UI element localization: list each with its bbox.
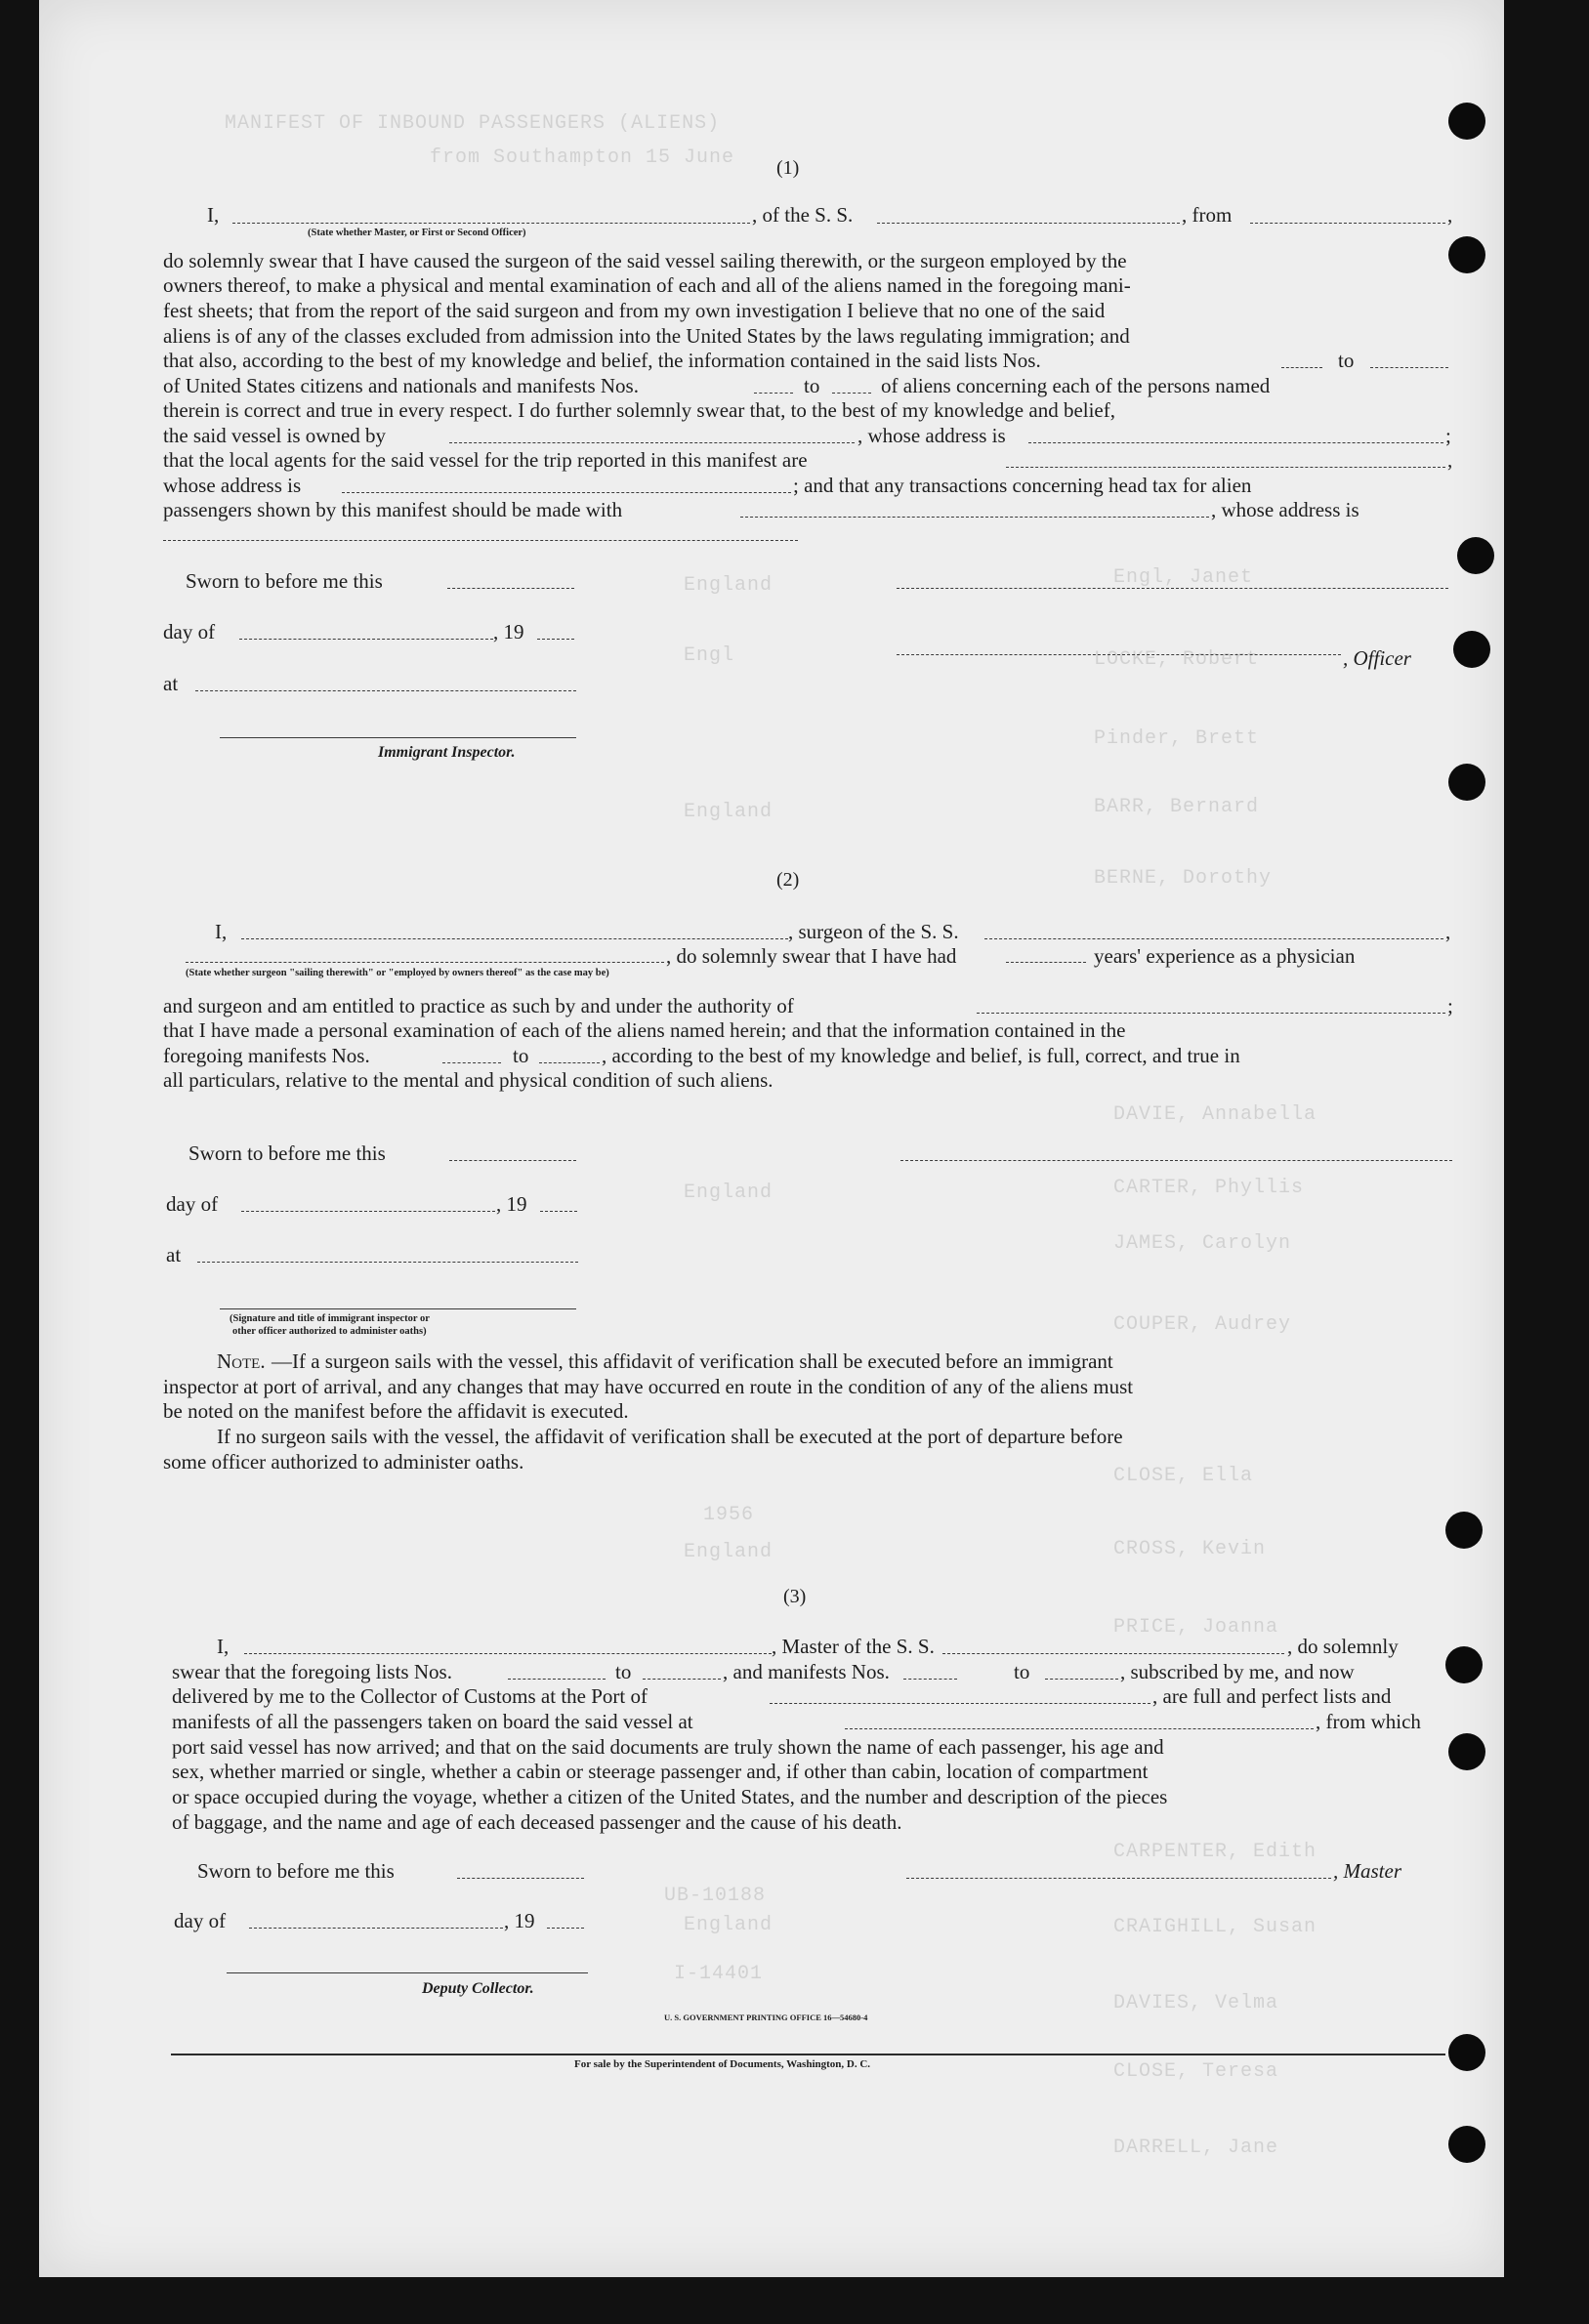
body-text: all particulars, relative to the mental and physical condition of such aliens. [163,1068,774,1092]
static-text: to [615,1660,632,1683]
bleed-text: BARR, Bernard [1094,796,1260,818]
body-text: sex, whether married or single, whether a cabin or steerage passenger and, if other than cabin, location of compartment [172,1760,1149,1783]
bleed-text: from Southampton 15 June [430,146,735,169]
bleed-text: UB-10188 [664,1885,767,1907]
bleed-text: 1956 [703,1504,755,1526]
body-text: that I have made a personal examination of each of the aliens named herein; and that the information contained in the [163,1018,1126,1042]
signature-caption: other officer authorized to administer oaths) [232,1326,427,1337]
body-text: delivered by me to the Collector of Customs at the Port of [172,1684,648,1708]
bleed-text: BERNE, Dorothy [1094,867,1273,890]
bleed-text: CARTER, Phyllis [1113,1177,1305,1199]
bleed-text: Pinder, Brett [1094,727,1260,750]
officer-signature-field[interactable] [897,588,1448,589]
body-text: whose address is [163,474,302,497]
bleed-text: DAVIES, Velma [1113,1992,1279,2014]
sworn-year-field[interactable] [547,1928,584,1929]
static-text: , of the S. S. [752,203,854,227]
surgeon-signature-field[interactable] [900,1160,1452,1161]
surgeon-status-field[interactable] [186,962,664,963]
manifests-to-field[interactable] [1045,1679,1118,1680]
static-text: , Master [1333,1859,1401,1883]
sworn-day-field[interactable] [457,1878,584,1879]
bleed-text: JAMES, Carolyn [1113,1232,1292,1255]
binder-hole-6 [1445,1512,1483,1549]
bleed-text: CLOSE, Ella [1113,1465,1254,1487]
static-text: , [1447,203,1453,227]
body-text: of United States citizens and nationals and manifests Nos. [163,374,639,397]
static-text: , Officer [1343,646,1411,670]
surgeon-name-field[interactable] [241,938,788,939]
lists-to-field[interactable] [1370,367,1448,368]
static-text: to [1014,1660,1030,1683]
static-text: to [1338,349,1355,372]
static-text: , 19 [493,620,524,643]
inspector-signature-line[interactable] [220,737,576,738]
binder-hole-5 [1448,764,1485,801]
binder-hole-8 [1448,1733,1485,1770]
static-text: , [1445,920,1451,943]
bleed-text: Engl [684,644,735,667]
officer-title-field[interactable] [897,654,1341,655]
binder-hole-7 [1445,1646,1483,1683]
binder-hole-9 [1448,2034,1485,2071]
sworn-day-field[interactable] [447,588,574,589]
agents-address-field[interactable] [342,492,791,493]
bleed-text: DAVIE, Annabella [1113,1103,1317,1126]
lists-from-field[interactable] [1281,367,1322,368]
bleed-text: DARRELL, Jane [1113,2137,1279,2159]
static-text: , whose address is [857,424,1006,447]
footer-rule [171,2054,1445,2055]
note-text: be noted on the manifest before the affidavit is executed. [163,1399,629,1423]
static-text: , surgeon of the S. S. [788,920,959,943]
deputy-collector-signature-line[interactable] [227,1972,588,1973]
sworn-year-field[interactable] [537,639,574,640]
field-hint: (State whether surgeon "sailing therewith" or "employed by owners thereof" as the case may be) [186,968,609,978]
static-text: to [513,1044,529,1067]
body-text: port said vessel has now arrived; and that on the said documents are truly shown the name of each passenger, his age and [172,1735,1164,1759]
practice-authority-field[interactable] [977,1013,1445,1014]
bleed-text: COUPER, Audrey [1113,1313,1292,1336]
signature-caption: (Signature and title of immigrant inspector or [230,1313,430,1324]
body-text: that also, according to the best of my knowledge and belief, the information contained in the said lists Nos. [163,349,1041,372]
signature-caption: Deputy Collector. [422,1980,534,1997]
bleed-text: England [684,1182,774,1204]
note-text: If no surgeon sails with the vessel, the affidavit of verification shall be executed at the port of departure before [217,1425,1123,1448]
note-text: some officer authorized to administer oaths. [163,1450,524,1473]
body-text: passengers shown by this manifest should be made with [163,498,623,521]
owner-address-field[interactable] [1028,442,1443,443]
section-number: (2) [776,869,800,891]
binder-hole-4 [1453,631,1490,668]
bleed-text: England [684,1541,774,1563]
vessel-name-field[interactable] [984,938,1443,939]
static-text: day of [163,620,216,643]
static-text: , [1447,448,1453,472]
section-number: (1) [776,157,800,179]
vessel-name-field[interactable] [877,223,1180,224]
binder-hole-1 [1448,103,1485,140]
manifests-to-field[interactable] [832,393,871,394]
bleed-text: I-14401 [674,1963,764,1985]
static-text: I, [215,920,228,943]
sworn-day-field[interactable] [449,1160,576,1161]
body-text: the said vessel is owned by [163,424,387,447]
officer-name-field[interactable] [232,223,750,224]
static-text: , 19 [496,1192,527,1216]
document-page [39,0,1504,2277]
static-text: , 19 [504,1909,535,1932]
body-text: , from which [1316,1710,1421,1733]
sworn-month-field[interactable] [241,1211,495,1212]
sworn-place-field[interactable] [197,1262,578,1263]
bleed-text: Engl, Janet [1113,566,1254,589]
body-text: swear that the foregoing lists Nos. [172,1660,452,1683]
body-text: manifests of all the passengers taken on board the said vessel at [172,1710,693,1733]
body-text: fest sheets; that from the report of the said surgeon and from my own investigation I believe that no one of the said [163,299,1106,322]
body-text: aliens is of any of the classes excluded from admission into the United States by the laws regulating immigration; and [163,324,1130,348]
bleed-text: MANIFEST OF INBOUND PASSENGERS (ALIENS) [225,112,721,135]
static-text: day of [166,1192,219,1216]
master-signature-field[interactable] [906,1878,1331,1879]
static-text: at [163,672,179,695]
body-text: and surgeon and am entitled to practice as such by and under the authority of [163,994,794,1017]
body-text: of aliens concerning each of the persons named [881,374,1271,397]
manifests-to-field[interactable] [539,1062,600,1063]
bleed-text: England [684,801,774,823]
static-text: , Master of the S. S. [772,1635,935,1658]
static-text: I, [217,1635,230,1658]
note-text: inspector at port of arrival, and any changes that may have occurred en route in the condition of any of the aliens must [163,1375,1134,1398]
static-text: Sworn to before me this [186,569,383,593]
note-text: —If a surgeon sails with the vessel, this affidavit of verification shall be executed before an immigrant [272,1349,1113,1373]
note-label: Note. [217,1349,266,1373]
body-text: years' experience as a physician [1094,944,1356,968]
sworn-month-field[interactable] [249,1928,503,1929]
static-text: Sworn to before me this [188,1141,386,1165]
printing-office-imprint: U. S. GOVERNMENT PRINTING OFFICE 16—54680-4 [664,2013,868,2022]
binder-hole-10 [1448,2126,1485,2163]
manifests-from-field[interactable] [442,1062,501,1063]
bleed-text: CARPENTER, Edith [1113,1841,1317,1863]
body-text: of baggage, and the name and age of each deceased passenger and the cause of his death. [172,1810,902,1834]
static-text: , from [1182,203,1233,227]
static-text: Sworn to before me this [197,1859,395,1883]
static-text: to [804,374,820,397]
manifests-from-field[interactable] [903,1679,957,1680]
static-text: at [166,1243,182,1266]
static-text: ; [1445,424,1451,447]
body-text: ; and that any transactions concerning head tax for alien [793,474,1252,497]
departure-port-field[interactable] [1250,223,1445,224]
body-text: therein is correct and true in every respect. I do further solemnly swear that, to the best of my knowledge and belief, [163,398,1115,422]
field-hint: (State whether Master, or First or Second Officer) [308,228,526,238]
static-text: ; [1447,994,1453,1017]
sworn-year-field[interactable] [540,1211,577,1212]
lists-from-field[interactable] [508,1679,606,1680]
static-text: , do solemnly [1287,1635,1399,1658]
body-text: , according to the best of my knowledge and belief, is full, correct, and true in [602,1044,1240,1067]
lists-to-field[interactable] [643,1679,721,1680]
boarding-port-field[interactable] [845,1728,1314,1729]
vessel-name-field[interactable] [942,1653,1284,1654]
body-text: that the local agents for the said vessel for the trip reported in this manifest are [163,448,808,472]
sworn-place-field[interactable] [195,690,576,691]
signature-caption: Immigrant Inspector. [378,744,516,761]
bleed-text: England [684,574,774,597]
bleed-text: LOCKE, Robert [1094,648,1260,671]
sale-notice: For sale by the Superintendent of Documents, Washington, D. C. [574,2058,871,2070]
body-text: do solemnly swear that I have caused the surgeon of the said vessel sailing therewith, or the surgeon employed by the [163,249,1127,272]
body-text: , and manifests Nos. [723,1660,890,1683]
inspector-signature-line[interactable] [220,1308,576,1309]
bleed-text: CLOSE, Teresa [1113,2060,1279,2083]
body-text: , do solemnly swear that I have had [666,944,957,968]
bleed-text: England [684,1914,774,1936]
head-tax-party-field[interactable] [740,517,1209,518]
binder-hole-2 [1448,236,1485,273]
static-text: I, [207,203,220,227]
sworn-month-field[interactable] [239,639,493,640]
manifests-from-field[interactable] [754,393,793,394]
head-tax-address-field[interactable] [163,540,798,541]
body-text: owners thereof, to make a physical and mental examination of each and all of the aliens named in the foregoing mani- [163,273,1131,297]
binder-hole-3 [1457,537,1494,574]
static-text: day of [174,1909,227,1932]
body-text: or space occupied during the voyage, whether a citizen of the United States, and the number and description of the pieces [172,1785,1168,1808]
bleed-text: PRICE, Joanna [1113,1616,1279,1639]
body-text: , subscribed by me, and now [1120,1660,1355,1683]
local-agents-field[interactable] [1006,467,1445,468]
bleed-text: CRAIGHILL, Susan [1113,1916,1317,1938]
body-text: , whose address is [1211,498,1359,521]
body-text: , are full and perfect lists and [1152,1684,1392,1708]
vessel-owner-field[interactable] [449,442,855,443]
years-experience-field[interactable] [1006,962,1086,963]
master-name-field[interactable] [244,1653,772,1654]
section-number: (3) [783,1586,807,1607]
bleed-text: CROSS, Kevin [1113,1538,1267,1560]
collector-port-field[interactable] [770,1703,1150,1704]
body-text: foregoing manifests Nos. [163,1044,370,1067]
